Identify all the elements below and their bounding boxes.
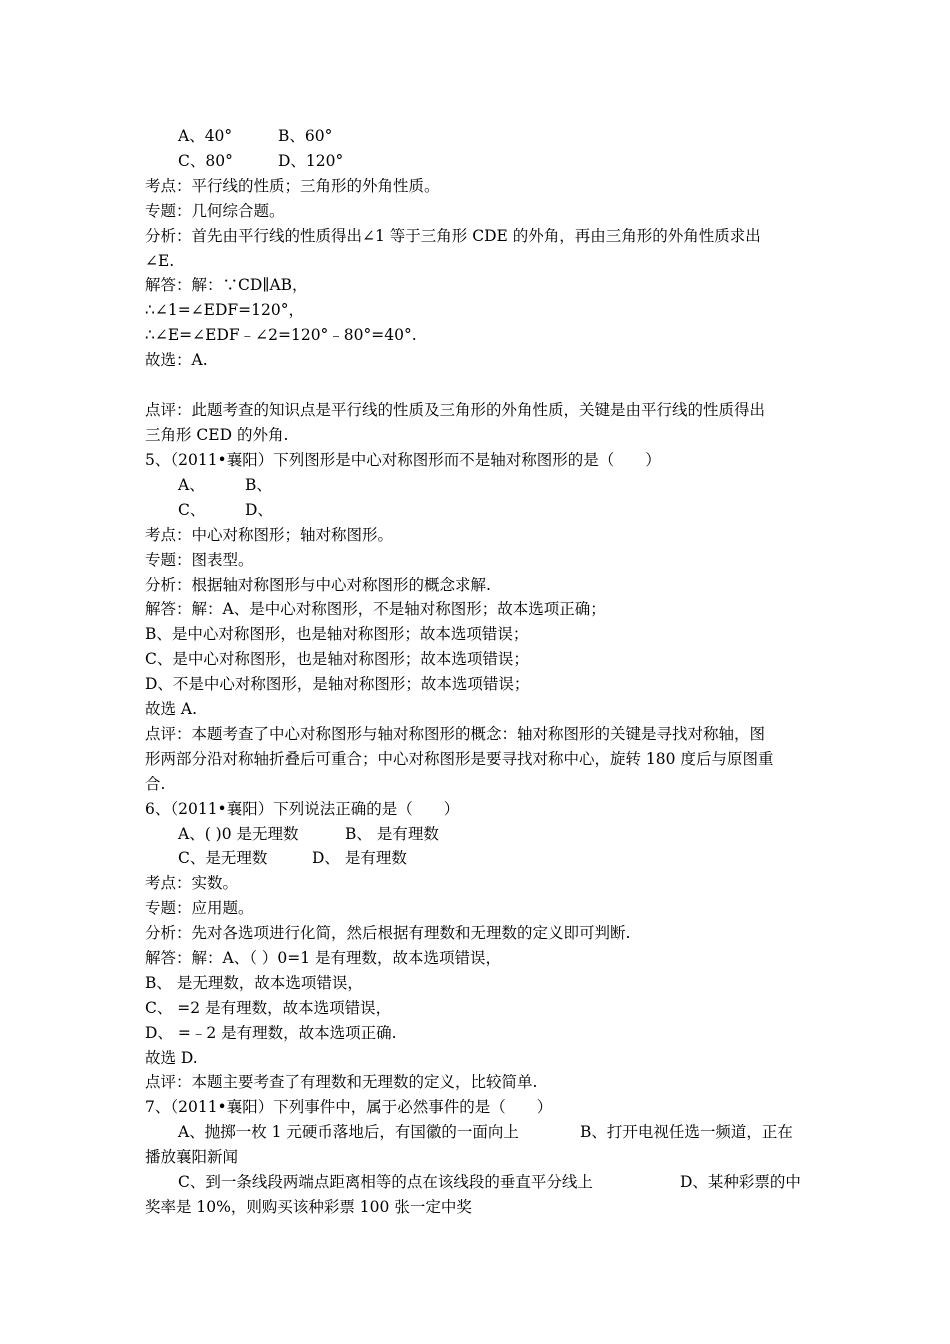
q5-option-c: C、	[178, 501, 206, 519]
q5-jieda: 解答：解：A、是中心对称图形，不是轴对称图形；故本选项正确；	[145, 600, 606, 618]
q6-options-row-1	[178, 822, 848, 847]
q7-options-row-2	[178, 1170, 815, 1195]
q5-kaodian: 考点：中心对称图形；轴对称图形。	[145, 526, 394, 544]
q4-fenxi: 分析：首先由平行线的性质得出∠1 等于三角形 CDE 的外角，再由三角形的外角性质求出	[145, 227, 761, 245]
q4-option-d: D、120°	[278, 152, 344, 170]
q4-fenxi-cont: ∠E.	[145, 252, 175, 270]
q6-zhuanti: 专题：应用题。	[145, 899, 254, 917]
q6-options-row-2	[178, 846, 848, 871]
q5-dianping-2: 形两部分沿对称轴折叠后可重合；中心对称图形是要寻找对称中心，旋转 180 度后与原图重	[145, 750, 774, 768]
q5-fenxi: 分析：根据轴对称图形与中心对称图形的概念求解.	[145, 576, 491, 594]
q6-guxuan: 故选 D.	[145, 1049, 198, 1067]
q4-guxuan: 故选：A.	[145, 351, 208, 369]
q6-option-d: D、 是有理数	[312, 849, 407, 867]
q5-options-row-2	[178, 498, 848, 523]
q5-option-b-analysis: B、是中心对称图形，也是轴对称图形；故本选项错误；	[145, 625, 529, 643]
q6-option-d-analysis: D、 =﹣2 是有理数，故本选项正确.	[145, 1024, 397, 1042]
q7-option-b: B、打开电视任选一频道，正在	[580, 1123, 793, 1141]
q5-option-d: D、	[245, 501, 273, 519]
q5-options-row-1	[178, 473, 848, 498]
q6-option-c: C、是无理数	[178, 849, 268, 867]
q5-dianping-3: 合.	[145, 775, 166, 793]
q6-option-b: B、 是有理数	[345, 825, 439, 843]
q6-option-b-analysis: B、 是无理数，故本选项错误，	[145, 974, 363, 992]
q5-option-c-analysis: C、是中心对称图形，也是轴对称图形；故本选项错误；	[145, 650, 529, 668]
q4-options-row-1	[178, 124, 848, 149]
q5-option-a: A、	[178, 476, 205, 494]
q4-option-c: C、80°	[178, 152, 233, 170]
q5-option-b: B、	[245, 476, 272, 494]
q6-option-a: A、( )0 是无理数	[178, 825, 299, 843]
q7-options-row-1	[178, 1120, 815, 1145]
q5-title: 5、（2011•襄阳）下列图形是中心对称图形而不是轴对称图形的是（ ）	[145, 451, 661, 469]
q5-dianping-1: 点评：本题考查了中心对称图形与轴对称图形的概念：轴对称图形的关键是寻找对称轴，图	[145, 725, 766, 743]
q4-jieda: 解答：解：∵CD∥AB，	[145, 276, 308, 294]
q6-option-c-analysis: C、 =2 是有理数，故本选项错误，	[145, 999, 392, 1017]
q7-option-d: D、某种彩票的中	[680, 1173, 801, 1191]
q4-option-a: A、40°	[178, 127, 233, 145]
q6-title: 6、（2011•襄阳）下列说法正确的是（ ）	[145, 800, 460, 818]
q4-dianping-cont: 三角形 CED 的外角.	[145, 426, 289, 444]
q6-kaodian: 考点：实数。	[145, 874, 239, 892]
q5-option-d-analysis: D、不是中心对称图形，是轴对称图形；故本选项错误；	[145, 675, 530, 693]
q7-option-c: C、到一条线段两端点距离相等的点在该线段的垂直平分线上	[178, 1173, 593, 1191]
q4-zhuanti: 专题：几何综合题。	[145, 202, 285, 220]
q6-dianping: 点评：本题主要考查了有理数和无理数的定义，比较简单.	[145, 1073, 538, 1091]
q6-fenxi: 分析：先对各选项进行化简，然后根据有理数和无理数的定义即可判断.	[145, 924, 631, 942]
q7-title: 7、（2011•襄阳）下列事件中，属于必然事件的是（ ）	[145, 1098, 553, 1116]
q4-options-row-2	[178, 149, 848, 174]
q6-jieda: 解答：解：A、（ ）0=1 是有理数，故本选项错误，	[145, 949, 502, 967]
q4-option-b: B、60°	[278, 127, 333, 145]
q4-kaodian: 考点：平行线的性质；三角形的外角性质。	[145, 177, 440, 195]
q4-step-1: ∴∠1=∠EDF=120°，	[145, 301, 305, 319]
q7-option-d-cont: 奖率是 10%，则购买该种彩票 100 张一定中奖	[145, 1198, 472, 1216]
q5-guxuan: 故选 A.	[145, 700, 198, 718]
q7-option-b-cont: 播放襄阳新闻	[145, 1148, 239, 1166]
q4-step-2: ∴∠E=∠EDF﹣∠2=120°﹣80°=40°.	[145, 326, 417, 344]
q5-zhuanti: 专题：图表型。	[145, 551, 254, 569]
q7-option-a: A、抛掷一枚 1 元硬币落地后，有国徽的一面向上	[178, 1123, 519, 1141]
q4-dianping: 点评：此题考查的知识点是平行线的性质及三角形的外角性质，关键是由平行线的性质得出	[145, 401, 766, 419]
